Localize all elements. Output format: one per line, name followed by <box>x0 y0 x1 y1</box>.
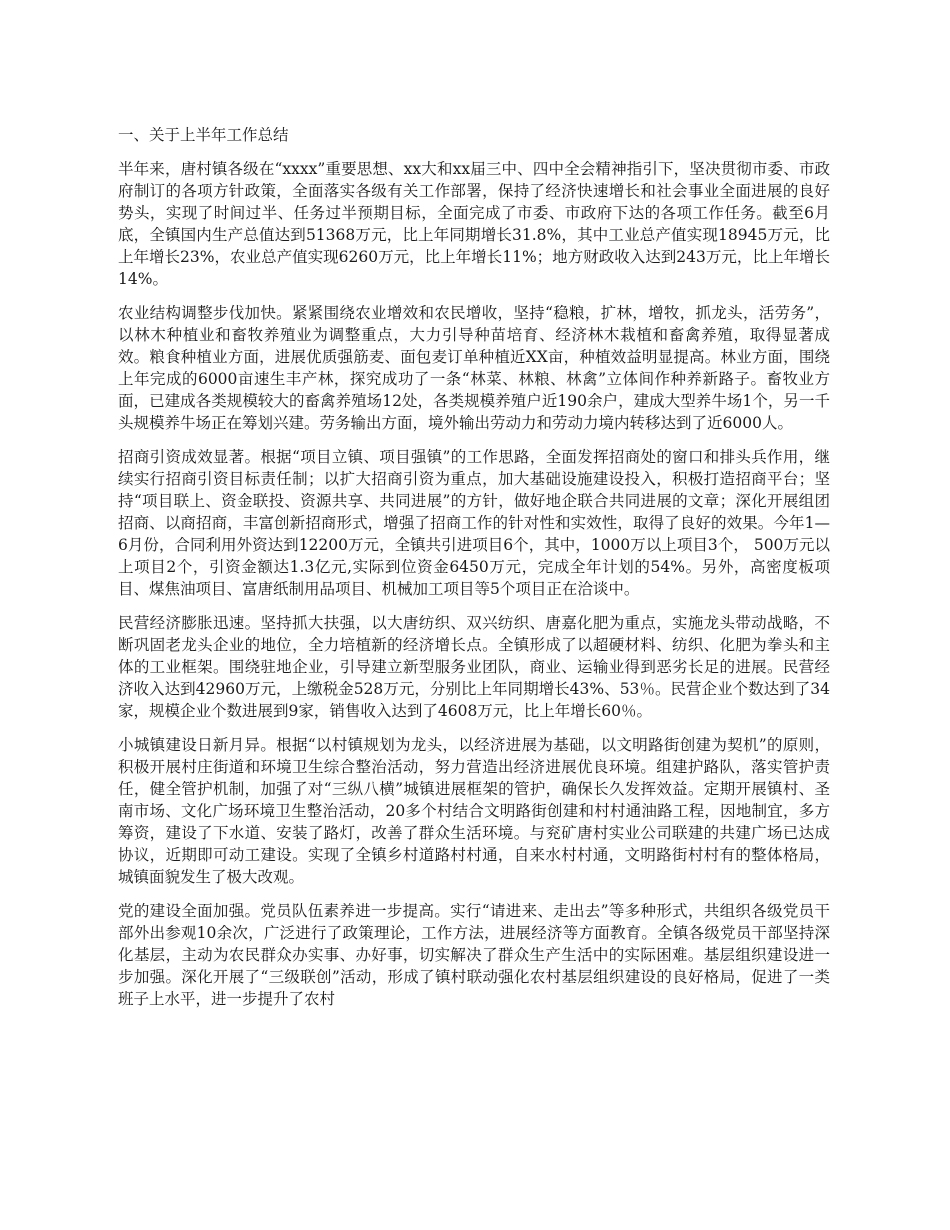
paragraph-investment: 招商引资成效显著。根据“项目立镇、项目强镇”的工作思路，全面发挥招商处的窗口和排头兵作用，继续实行招商引资目标责任制；以扩大招商引资为重点，加大基础设施建设投入，积极打造招商平台；坚持“项目联上、资金联投、资源共享、共同进展”的方针，做好地企联合共同进展的文章；深化开展组团招商、以商招商，丰富创新招商形式，增强了招商工作的针对性和实效性，取得了良好的效果。今年1—6月份，合同利用外资达到12200万元，全镇共引进项目6个，其中，1000万以上项目3个， 500万元以上项目2个，引资金额达1.3亿元,实际到位资金6450万元，完成全年计划的54%。另外，高密度板项目、煤焦油项目、富唐纸制用品项目、机械加工项目等5个项目正在洽谈中。 <box>118 448 830 598</box>
paragraph-private-economy: 民营经济膨胀迅速。坚持抓大扶强，以大唐纺织、双兴纺织、唐嘉化肥为重点，实施龙头带动战略，不断巩固老龙头企业的地位，全力培植新的经济增长点。全镇形成了以超硬材料、纺织、化肥为拳头和主体的工业框架。围绕驻地企业，引导建立新型服务业团队，商业、运输业得到恶劣长足的进展。民营经济收入达到42960万元，上缴税金528万元，分别比上年同期增长43%、53％。民营企业个数达到了34家，规模企业个数进展到9家，销售收入达到了4608万元，比上年增长60％。 <box>118 614 830 720</box>
section-heading: 一、关于上半年工作总结 <box>118 126 289 144</box>
paragraph-summary: 半年来，唐村镇各级在“xxxx”重要思想、xx大和xx届三中、四中全会精神指引下，坚决贯彻市委、市政府制订的各项方针政策，全面落实各级有关工作部署，保持了经济快速增长和社会事业全面进展的良好势头，实现了时间过半、任务过半预期目标，全面完成了市委、市政府下达的各项工作任务。截至6月底，全镇国内生产总值达到51368万元，比上年同期增长31.8%，其中工业总产值实现18945万元，比上年增长23%，农业总产值实现6260万元，比上年增长11%；地方财政收入达到243万元，比上年增长14%。 <box>118 160 830 288</box>
paragraph-agriculture: 农业结构调整步伐加快。紧紧围绕农业增效和农民增收，坚持“稳粮，扩林，增牧，抓龙头，活劳务”，以林木种植业和畜牧养殖业为调整重点，大力引导种苗培育、经济林木栽植和畜禽养殖，取得显著成效。粮食种植业方面，进展优质强筋麦、面包麦订单种植近XX亩，种植效益明显提高。林业方面，围绕上年完成的6000亩速生丰产林，探究成功了一条“林菜、林粮、林禽”立体间作种养新路子。畜牧业方面，已建成各类规模较大的畜禽养殖场12处，各类规模养殖户近190余户，建成大型养牛场1个，另一千头规模养牛场正在筹划兴建。劳务输出方面，境外输出劳动力和劳动力境内转移达到了近6000人。 <box>118 304 830 432</box>
document-body <box>118 124 830 1022</box>
paragraph-party-building: 党的建设全面加强。党员队伍素养进一步提高。实行“请进来、走出去”等多种形式，共组织各级党员干部外出参观10余次，广泛进行了政策理论，工作方法，进展经济等方面教育。全镇各级党员干部坚持深化基层，主动为农民群众办实事、办好事，切实解决了群众生产生活中的实际困难。基层组织建设进一步加强。深化开展了“三级联创”活动，形成了镇村联动强化农村基层组织建设的良好格局，促进了一类班子上水平，进一步提升了农村 <box>118 902 830 1008</box>
paragraph-town-construction: 小城镇建设日新月异。根据“以村镇规划为龙头，以经济进展为基础，以文明路街创建为契机”的原则，积极开展村庄街道和环境卫生综合整治活动，努力营造出经济进展优良环境。组建护路队，落实管护责任，健全管护机制，加强了对“三纵八横”城镇进展框架的管护，确保长久发挥效益。定期开展镇村、圣南市场、文化广场环境卫生整治活动，20多个村结合文明路街创建和村村通油路工程，因地制宜，多方筹资，建设了下水道、安装了路灯，改善了群众生活环境。与兖矿唐村实业公司联建的共建广场已达成协议，近期即可动工建设。实现了全镇乡村道路村村通，自来水村村通，文明路街村村有的整体格局，城镇面貌发生了极大改观。 <box>118 736 830 886</box>
